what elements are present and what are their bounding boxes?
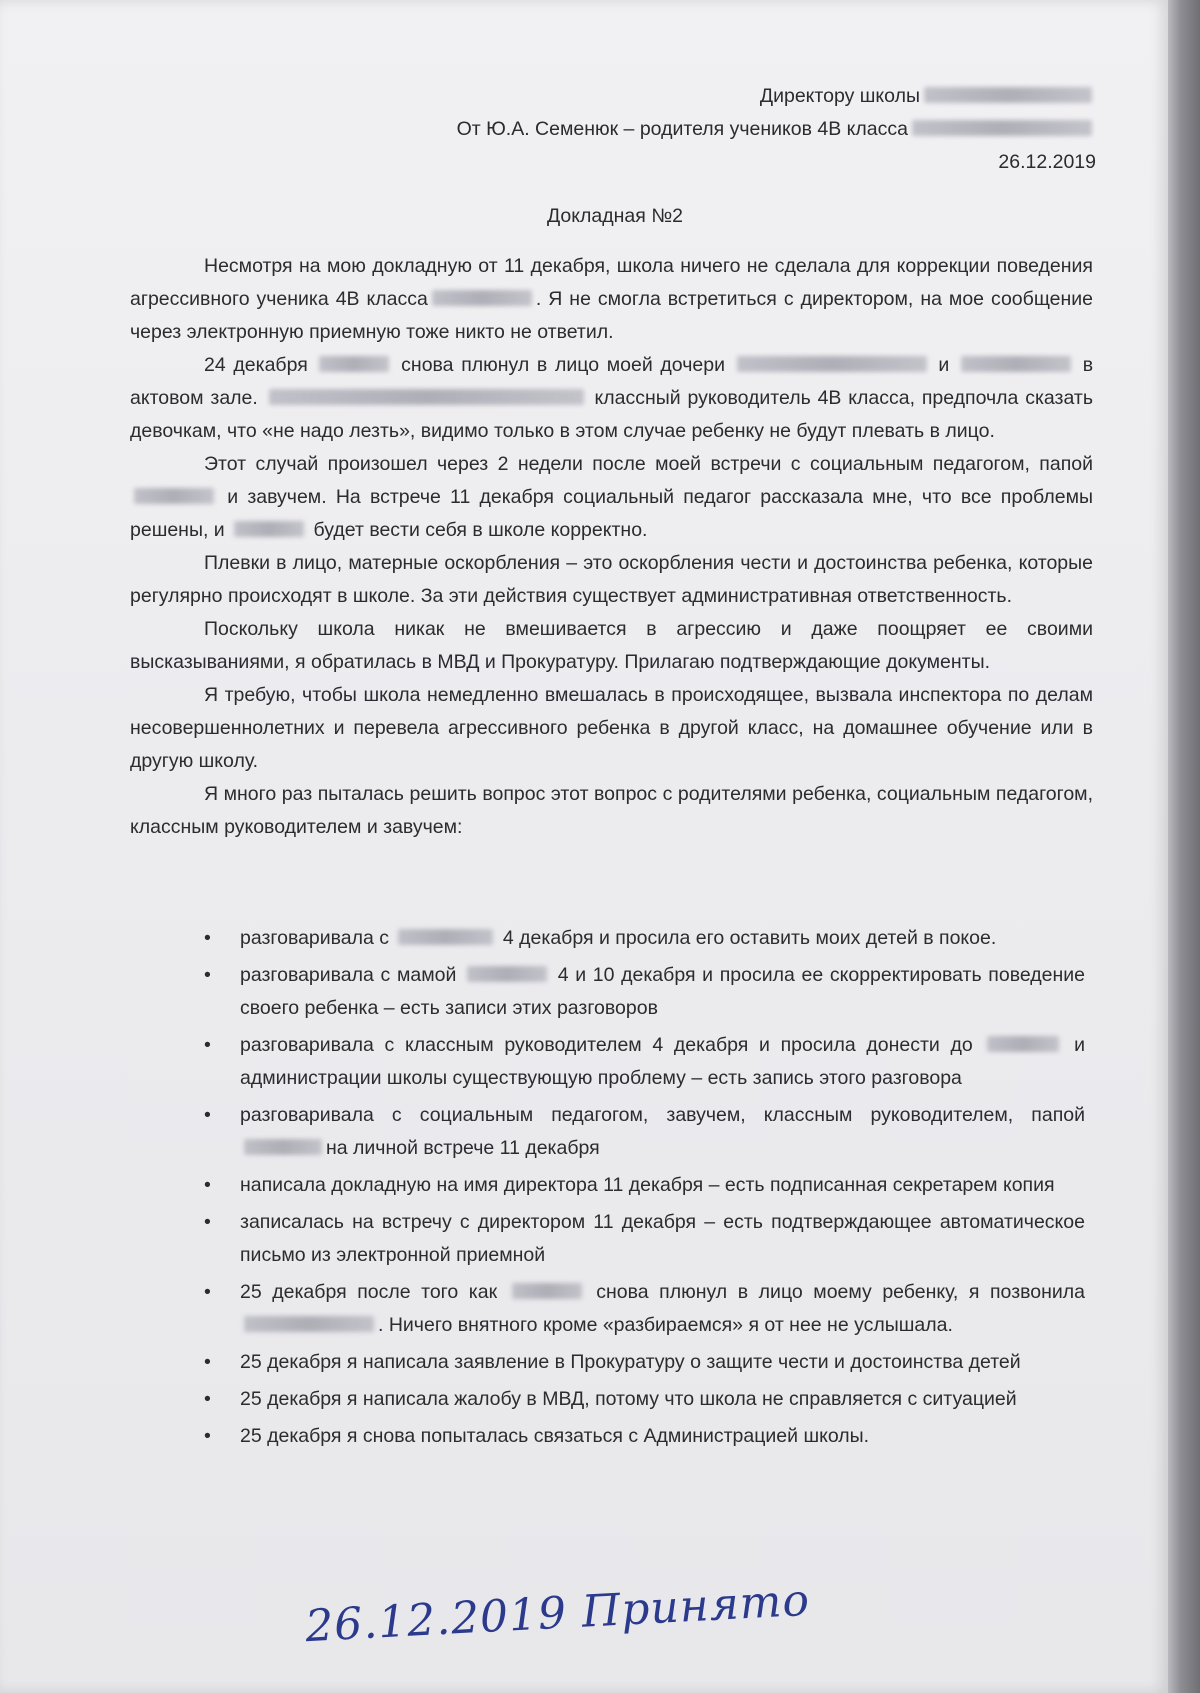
paragraph-text: в актовом зале. — [130, 354, 1094, 409]
list-text: . Ничего внятного кроме «разбираемся» я от нее не услышала. — [378, 1314, 953, 1336]
bullet-icon: • — [204, 1104, 211, 1126]
document-title: Докладная №2 — [547, 205, 683, 227]
list-item — [204, 1346, 1085, 1379]
bullet-icon: • — [204, 1174, 211, 1196]
paragraph-text: 24 декабря — [204, 354, 308, 376]
list-text: 4 и 10 декабря и просила ее скорректировать поведение своего ребенка – есть записи этих разговоров — [240, 964, 1086, 1019]
actions-list — [204, 922, 1086, 1457]
document-header — [457, 80, 1096, 179]
paragraph-text: классный руководитель 4В класса, предпочла сказать девочкам, что «не надо лезть», видимо только в этом случае ребенку не будут плевать в лицо. — [130, 387, 1094, 442]
list-item — [204, 1206, 1085, 1272]
redacted-block — [134, 488, 214, 504]
list-text: 25 декабря я написала заявление в Прокуратуру о защите чести и достоинства детей — [240, 1351, 1021, 1373]
list-text: снова плюнул в лицо моему ребенку, я позвонила — [596, 1281, 1085, 1303]
paragraph-text: . Я не смогла встретиться с директором, на мое сообщение через электронную приемную тоже никто не ответил. — [130, 288, 1093, 343]
list-text: 25 декабря я написала жалобу в МВД, потому что школа не справляется с ситуацией — [240, 1388, 1017, 1410]
list-item — [204, 1420, 1085, 1453]
list-text: разговаривала с классным руководителем 4 декабря и просила донести до — [240, 1034, 973, 1056]
bullet-icon: • — [204, 1351, 211, 1373]
redacted-block — [987, 1036, 1059, 1052]
bullet-icon: • — [204, 1388, 211, 1410]
paragraph-text: Несмотря на мою докладную от 11 декабря, школа ничего не сделала для коррекции поведения агрессивного ученика 4В класса — [130, 255, 1093, 310]
list-item — [204, 922, 1085, 955]
redacted-block — [961, 356, 1071, 372]
redacted-block — [234, 521, 304, 537]
list-text: написала докладную на имя директора 11 декабря – есть подписанная секретарем копия — [240, 1174, 1055, 1196]
paragraph-6: Я требую, чтобы школа немедленно вмешалась в происходящее, вызвала инспектора по делам несовершеннолетних и перевела агрессивного ребенка в другой класс, на домашнее обучение или в другую школу. — [130, 684, 1093, 772]
bullet-icon: • — [204, 964, 211, 986]
paragraph-5: Поскольку школа никак не вмешивается в агрессию и даже поощряет ее своими высказываниями, я обратилась в МВД и Прокуратуру. Прилагаю подтверждающие документы. — [130, 618, 1093, 673]
paragraph-text: Этот случай произошел через 2 недели после моей встречи с социальным педагогом, папой — [204, 453, 1093, 475]
list-text: на личной встрече 11 декабря — [326, 1137, 600, 1159]
list-text: разговаривала с мамой — [240, 964, 457, 986]
list-text: записалась на встречу с директором 11 декабря – есть подтверждающее автоматическое письмо из электронной приемной — [240, 1211, 1085, 1266]
paragraph-4: Плевки в лицо, матерные оскорбления – это оскорбления чести и достоинства ребенка, которые регулярно происходят в школе. За эти действия существует административная ответственность. — [130, 552, 1093, 607]
bullet-icon: • — [204, 927, 211, 949]
list-text: 4 декабря и просила его оставить моих детей в покое. — [502, 927, 997, 949]
list-item — [204, 1029, 1086, 1095]
list-item — [204, 1169, 1085, 1202]
redacted-block — [737, 356, 927, 372]
recipient-line: Директору школы — [759, 85, 920, 107]
page-edge-shadow — [1168, 0, 1200, 1693]
redacted-block — [244, 1316, 374, 1332]
paragraph-text: и — [938, 354, 950, 376]
paragraph-text: снова плюнул в лицо моей дочери — [401, 354, 725, 376]
list-item — [204, 1383, 1085, 1416]
sender-line: От Ю.А. Семенюк – родителя учеников 4В класса — [456, 118, 908, 140]
list-text: разговаривала с — [240, 927, 390, 949]
redacted-block — [432, 290, 532, 306]
redacted-block — [269, 389, 584, 405]
paragraph-text: и завучем. На встрече 11 декабря социальный педагог рассказала мне, что все проблемы решены, и — [130, 486, 1093, 541]
list-text: разговаривала с социальным педагогом, завучем, классным руководителем, папой — [240, 1104, 1085, 1126]
bullet-icon: • — [204, 1211, 211, 1233]
list-text: и администрации школы существующую проблему – есть запись этого разговора — [240, 1034, 1086, 1089]
paragraph-2 — [130, 349, 1093, 448]
paragraph-7: Я много раз пыталась решить вопрос этот вопрос с родителями ребенка, социальным педагогом, классным руководителем и завучем: — [130, 783, 1093, 838]
paragraph-text: будет вести себя в школе корректно. — [313, 519, 648, 541]
list-item — [204, 1276, 1085, 1342]
list-item — [204, 1099, 1085, 1165]
redacted-block — [319, 356, 389, 372]
list-item — [204, 959, 1086, 1025]
paragraph-3 — [130, 448, 1093, 547]
redacted-block — [398, 929, 493, 945]
redacted-block — [912, 120, 1092, 136]
redacted-block — [244, 1139, 322, 1155]
paragraph-1 — [130, 250, 1093, 349]
redacted-block — [512, 1283, 582, 1299]
header-date: 26.12.2019 — [998, 151, 1096, 173]
bullet-icon: • — [204, 1425, 211, 1447]
redacted-block — [467, 966, 547, 982]
bullet-icon: • — [204, 1034, 211, 1056]
list-text: 25 декабря я снова попыталась связаться с Администрацией школы. — [240, 1425, 870, 1447]
list-text: 25 декабря после того как — [240, 1281, 498, 1303]
handwritten-note: 26.12.2019 Принято — [304, 1574, 812, 1653]
document-body — [130, 250, 1093, 844]
bullet-icon: • — [204, 1281, 211, 1303]
redacted-block — [924, 87, 1092, 103]
